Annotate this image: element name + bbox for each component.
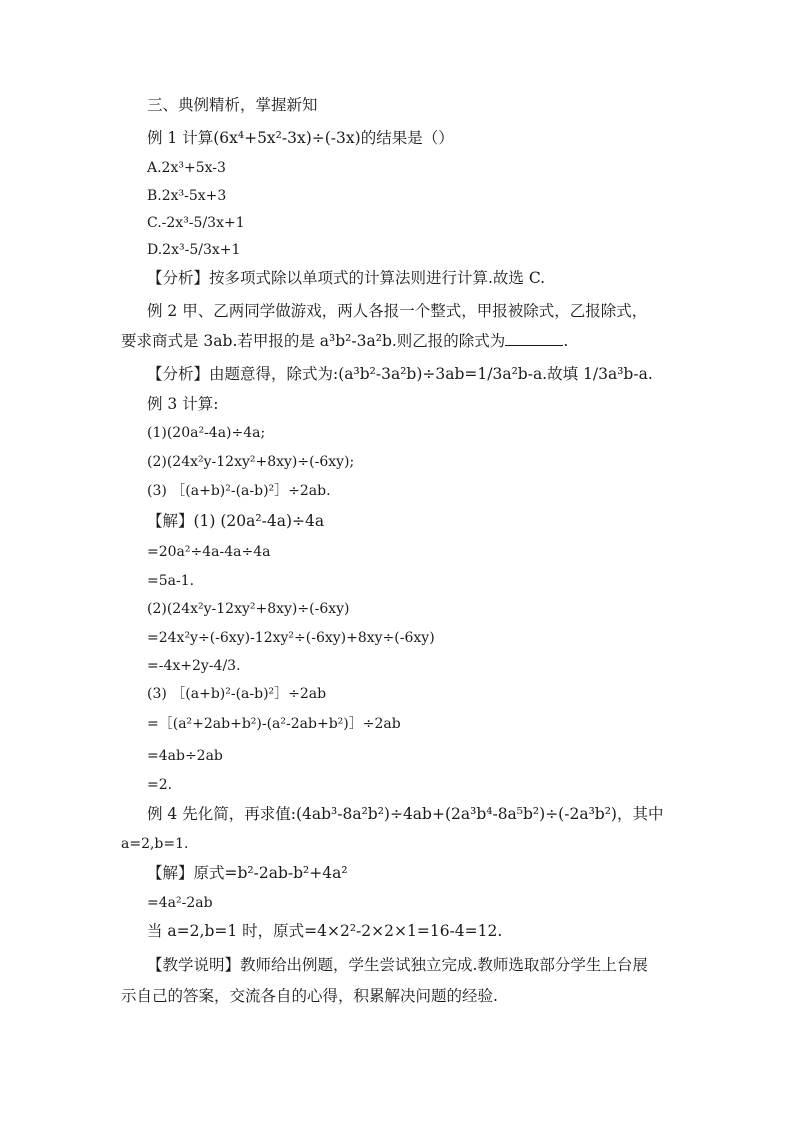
example-4-step: =4a²-2ab [147,895,213,911]
example-2-question-text: 要求商式是 3ab.若甲报的是 a³b²-3a²b.则乙报的除式为 [121,332,506,350]
example-1-question: 例 1 计算(6x⁴+5x²-3x)÷(-3x)的结果是（） [147,129,454,147]
section-heading: 三、典例精析，掌握新知 [147,96,318,114]
example-4-question-line-2: a=2,b=1. [121,836,189,852]
option-b: B.2x³-5x+3 [147,188,227,204]
example-2-analysis: 【分析】由题意得，除式为:(a³b²-3a²b)÷3ab=1/3a²b-a.故填 1/3a³b-a. [147,365,653,383]
example-4-solution: 【解】原式=b²-2ab-b²+4a² [147,864,348,882]
example-3-item-2: (2)(24x²y-12xy²+8xy)÷(-6xy); [147,454,355,470]
option-c: C.-2x³-5/3x+1 [147,215,245,231]
option-a: A.2x³+5x-3 [147,160,226,176]
example-3-heading: 例 3 计算: [147,395,219,413]
teaching-note-line-2: 示自己的答案，交流各自的心得，积累解决问题的经验. [121,987,498,1005]
teaching-note-line-1: 【教学说明】教师给出例题，学生尝试独立完成.教师选取部分学生上台展 [147,956,648,974]
option-d: D.2x³-5/3x+1 [147,242,241,258]
solution-heading: 【解】(1) (20a²-4a)÷4a [147,512,325,530]
example-3-item-1: (1)(20a²-4a)÷4a; [147,425,266,441]
solution-1-step-1: =20a²÷4a-4a÷4a [147,544,271,560]
solution-3-expression: (3) ［(a+b)²-(a-b)²］÷2ab [147,686,327,702]
example-2-question-line-2 [121,331,568,351]
example-4-evaluation: 当 a=2,b=1 时，原式=4×2²-2×2×1=16-4=12. [147,922,503,940]
solution-3-step-3: =2. [147,777,173,793]
example-3-item-3: (3) ［(a+b)²-(a-b)²］÷2ab. [147,483,331,499]
example-1-analysis: 【分析】按多项式除以单项式的计算法则进行计算.故选 C. [147,269,546,287]
example-4-question-line-1: 例 4 先化简，再求值:(4ab³-8a²b²)÷4ab+(2a³b⁴-8a⁵b²)÷(-2a³b²)，其中 [147,805,664,823]
solution-2-expression: (2)(24x²y-12xy²+8xy)÷(-6xy) [147,601,350,617]
solution-3-step-2: =4ab÷2ab [147,748,223,764]
example-2-question-line-1: 例 2 甲、乙两同学做游戏，两人各报一个整式，甲报被除式，乙报除式， [147,302,648,320]
solution-2-step-1: =24x²y÷(-6xy)-12xy²÷(-6xy)+8xy÷(-6xy) [147,630,435,646]
answer-blank [505,331,563,346]
blank-suffix: . [563,332,569,350]
solution-2-step-2: =-4x+2y-4/3. [147,658,241,674]
solution-1-step-2: =5a-1. [147,573,195,589]
solution-3-step-1: =［(a²+2ab+b²)-(a²-2ab+b²)］÷2ab [147,716,401,732]
